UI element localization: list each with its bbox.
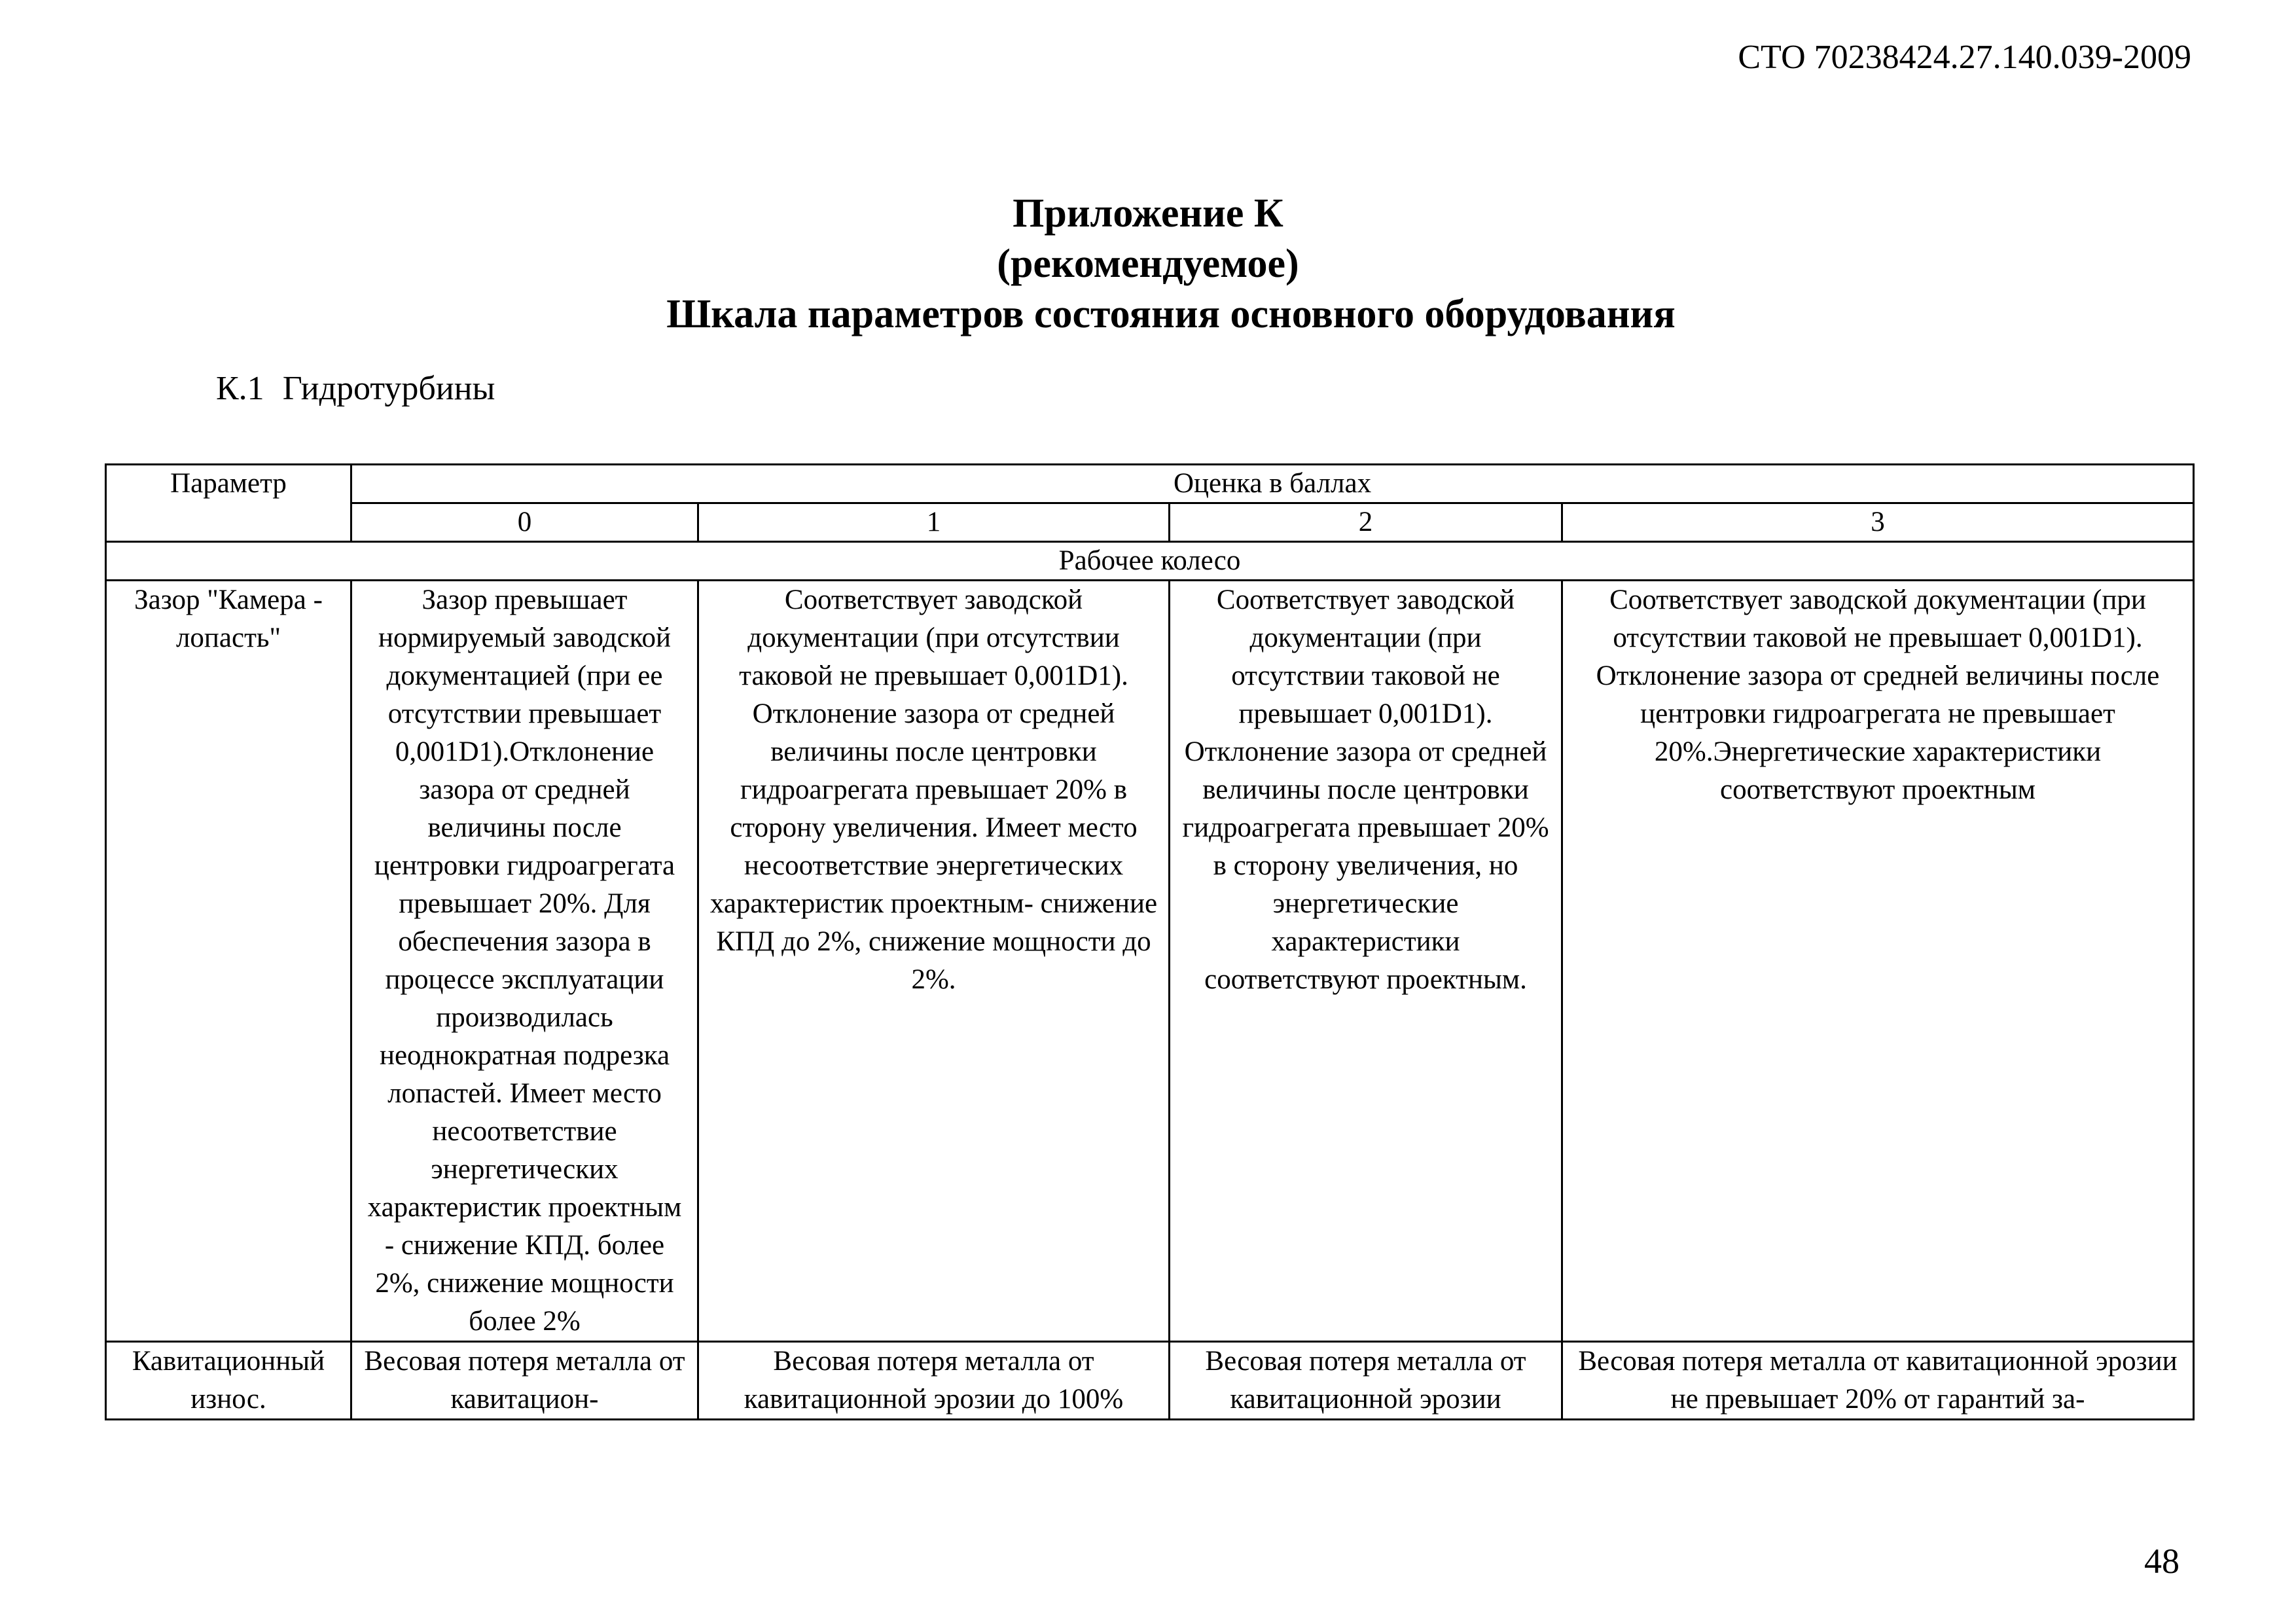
score-0-cell: Весовая потеря металла от кавитацион- — [351, 1342, 698, 1420]
appendix-title: Приложение К — [1013, 191, 1283, 236]
score-2-cell: Соответствует заводской документации (при отсутствии таковой не превышает 0,001D1). Отклонение зазора от средней величины после центровки гидроагрегата превышает 20% в сторону увеличения, но энергетические характеристики соответствуют проектным. — [1170, 581, 1562, 1342]
score-column-0: 0 — [351, 503, 698, 542]
score-1-cell: Весовая потеря металла от кавитационной эрозии до 100% — [698, 1342, 1170, 1420]
score-columns-row — [106, 503, 2194, 542]
group-row — [106, 542, 2194, 581]
param-cell: Кавитационный износ. — [106, 1342, 351, 1420]
score-0-cell: Зазор превышает нормируемый заводской документацией (при ее отсутствии превышает 0,001D1).Отклонение зазора от средней величины после центровки гидроагрегата превышает 20%. Для обеспечения зазора в процессе эксплуатации производилась неоднократная подрезка лопастей. Имеет место несоответствие энергетических характеристик проектным - снижение КПД. более 2%, снижение мощности более 2% — [351, 581, 698, 1342]
table-row — [106, 1342, 2194, 1420]
parameters-table — [105, 463, 2195, 1420]
score-column-1: 1 — [698, 503, 1170, 542]
document-code: СТО 70238424.27.140.039-2009 — [1738, 39, 2191, 76]
appendix-title-block — [0, 189, 2296, 340]
score-column-3: 3 — [1562, 503, 2194, 542]
section-number: К.1 — [216, 370, 264, 407]
score-column-2: 2 — [1170, 503, 1562, 542]
table-header-row — [106, 465, 2194, 503]
group-title: Рабочее колесо — [106, 542, 2194, 581]
param-cell: Зазор "Камера - лопасть" — [106, 581, 351, 1342]
score-2-cell: Весовая потеря металла от кавитационной эрозии — [1170, 1342, 1562, 1420]
score-header: Оценка в баллах — [351, 465, 2194, 503]
appendix-subtitle: Шкала параметров состояния основного оборудования — [666, 292, 1676, 336]
param-column-header: Параметр — [106, 465, 351, 542]
score-1-cell: Соответствует заводской документации (при отсутствии таковой не превышает 0,001D1). Отклонение зазора от средней величины после центровки гидроагрегата превышает 20% в сторону увеличения. Имеет место несоответствие энергетических характеристик проектным- снижение КПД до 2%, снижение мощности до 2%. — [698, 581, 1170, 1342]
section-heading — [216, 372, 495, 406]
score-3-cell: Соответствует заводской документации (при отсутствии таковой не превышает 0,001D1). Отклонение зазора от средней величины после центровки гидроагрегата не превышает 20%.Энергетические характеристики соответствуют проектным — [1562, 581, 2194, 1342]
appendix-status: (рекомендуемое) — [997, 242, 1299, 286]
section-title: Гидротурбины — [282, 370, 495, 407]
score-3-cell: Весовая потеря металла от кавитационной эрозии не превышает 20% от гарантий за- — [1562, 1342, 2194, 1420]
table-row — [106, 581, 2194, 1342]
page-number: 48 — [2144, 1542, 2179, 1581]
